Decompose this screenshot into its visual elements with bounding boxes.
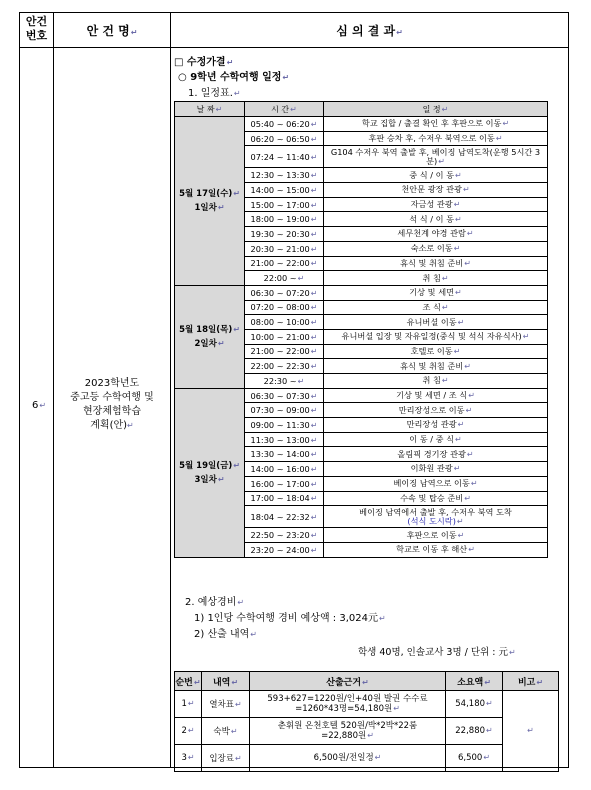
section-schedule: 1. 일정표. ↵ <box>188 84 241 99</box>
cost-no-text: 2 ↵ <box>181 726 194 736</box>
cost-amount-text: 6,500 ↵ <box>458 753 490 763</box>
header-agenda-name: 안 건 명 ↵ <box>54 22 170 39</box>
cost-col-amount: 소요액 ↵ <box>446 672 503 691</box>
schedule-activity-text: 호텔로 이동 ↵ <box>411 346 461 356</box>
cost-basis-line-2: =22,880원 ↵ <box>250 731 445 741</box>
cost-item-text: 숙박 ↵ <box>213 727 237 737</box>
cost-item-text: 열차표 ↵ <box>209 700 241 710</box>
cost-no <box>175 691 202 718</box>
cost-item <box>202 745 250 772</box>
schedule-activity-text: 유니버셜 이동 ↵ <box>407 317 465 327</box>
schedule-time: 06:30 ~ 07:30 ↵ <box>245 388 324 403</box>
cost-amount-text: 22,880 ↵ <box>455 726 492 736</box>
schedule-activity-text: 만리장성으로 이동 ↵ <box>399 405 473 415</box>
schedule-body <box>175 117 548 558</box>
schedule-time: 22:50 ~ 23:20 ↵ <box>245 528 324 543</box>
cost-detail-label: 2) 산출 내역 ↵ <box>194 625 257 640</box>
schedule-activity <box>324 300 548 315</box>
schedule-time: 21:00 ~ 22:00 ↵ <box>245 344 324 359</box>
cost-note: 학생 40명, 인솔교사 3명 / 단위 : 元 ↵ <box>358 644 516 658</box>
cost-col-item: 내역 ↵ <box>202 672 250 691</box>
section-expense: 2. 예상경비 ↵ <box>185 593 244 608</box>
schedule-time: 22:30 ~ ↵ <box>245 374 324 389</box>
cost-col-remark: 비고 ↵ <box>503 672 559 691</box>
schedule-table <box>174 101 548 558</box>
cost-no-text: 3 ↵ <box>181 753 194 763</box>
cost-col-basis: 산출근거 ↵ <box>250 672 446 691</box>
schedule-row <box>175 285 548 300</box>
schedule-time: 18:00 ~ 19:00 ↵ <box>245 212 324 227</box>
agenda-name <box>54 377 170 433</box>
cost-basis-line-1: 593+627=1220원/인+40원 발권 수수료 <box>267 694 428 704</box>
schedule-activity <box>324 183 548 198</box>
header-agenda-no: 안건 번호 <box>25 15 48 42</box>
schedule-time: 16:00 ~ 17:00 ↵ <box>245 476 324 491</box>
schedule-time: 07:30 ~ 09:00 ↵ <box>245 403 324 418</box>
schedule-activity-text: 베이징 남역에서 출발 후, 수저우 북역 도착 <box>359 506 512 517</box>
cost-no-text: 1 ↵ <box>181 699 194 709</box>
cost-amount <box>446 745 503 772</box>
schedule-activity <box>324 542 548 557</box>
cost-remark <box>503 691 559 772</box>
schedule-day-label <box>175 388 245 557</box>
schedule-activity <box>324 432 548 447</box>
schedule-time: 19:30 ~ 20:30 ↵ <box>245 227 324 242</box>
col-divider-2 <box>170 13 171 767</box>
schedule-time: 08:00 ~ 10:00 ↵ <box>245 315 324 330</box>
schedule-activity <box>324 374 548 389</box>
schedule-activity <box>324 197 548 212</box>
cost-no <box>175 718 202 745</box>
schedule-day-label-line: 5월 19일(금) ↵ <box>175 459 244 473</box>
schedule-activity <box>324 285 548 300</box>
cost-basis-line-2: =1260*43명=54,180원 ↵ <box>250 704 445 714</box>
schedule-col-time: 시 간 ↵ <box>245 102 324 117</box>
schedule-time: 23:20 ~ 24:00 ↵ <box>245 542 324 557</box>
schedule-activity <box>324 227 548 242</box>
schedule-activity-note: (석식 도시락) ↵ <box>407 516 463 526</box>
schedule-activity <box>324 344 548 359</box>
schedule-time: 13:30 ~ 14:00 ↵ <box>245 447 324 462</box>
cost-item <box>202 691 250 718</box>
schedule-time: 21:00 ~ 22:00 ↵ <box>245 256 324 271</box>
agenda-number: 6 ↵ <box>32 400 46 411</box>
schedule-activity <box>324 256 548 271</box>
schedule-time: 05:40 ~ 06:20 ↵ <box>245 117 324 132</box>
schedule-day-label <box>175 285 245 388</box>
cost-row <box>175 691 559 718</box>
cost-row <box>175 718 559 745</box>
schedule-time: 06:20 ~ 06:50 ↵ <box>245 131 324 146</box>
schedule-time: 10:00 ~ 21:00 ↵ <box>245 329 324 344</box>
cost-item-text: 입장료 ↵ <box>209 754 241 764</box>
cost-body <box>175 691 559 772</box>
schedule-activity <box>324 212 548 227</box>
schedule-activity-text: 베이징 남역으로 이동 ↵ <box>393 478 477 488</box>
schedule-time: 12:30 ~ 13:30 ↵ <box>245 168 324 183</box>
schedule-activity-text: 이 동 / 중 식 ↵ <box>409 434 462 444</box>
schedule-time: 22:00 ~ 22:30 ↵ <box>245 359 324 374</box>
schedule-time: 07:24 ~ 11:40 ↵ <box>245 146 324 168</box>
schedule-time: 22:00 ~ ↵ <box>245 271 324 286</box>
schedule-activity-text: 후판 승차 후, 수저우 북역으로 이동 ↵ <box>368 133 502 143</box>
schedule-activity <box>324 168 548 183</box>
cost-per-person: 1) 1인당 수학여행 경비 예상액 : 3,024元 ↵ <box>194 609 386 624</box>
schedule-activity-text: 이화원 관광 ↵ <box>411 463 461 473</box>
schedule-time: 15:00 ~ 17:00 ↵ <box>245 197 324 212</box>
schedule-activity <box>324 329 548 344</box>
schedule-row <box>175 388 548 403</box>
schedule-activity-text: 학교로 이동 후 해산 ↵ <box>396 544 475 554</box>
agenda-name-line-1: 2023학년도 <box>84 378 140 389</box>
schedule-time: 17:00 ~ 18:04 ↵ <box>245 491 324 506</box>
schedule-activity-text: 후판으로 이동 ↵ <box>407 530 465 540</box>
schedule-activity-text: 기상 및 세면 ↵ <box>409 287 461 297</box>
schedule-day-label-line: 1일차 ↵ <box>175 201 244 215</box>
cost-table <box>174 671 559 772</box>
schedule-activity <box>324 447 548 462</box>
schedule-activity-text: 천안문 광장 관광 ↵ <box>401 184 469 194</box>
schedule-activity <box>324 117 548 132</box>
header-result: 심 의 결 과 ↵ <box>171 22 568 39</box>
schedule-activity-text: 중 식 / 이 동 ↵ <box>409 170 462 180</box>
schedule-day-label-line: 5월 17일(수) ↵ <box>175 187 244 201</box>
schedule-activity <box>324 388 548 403</box>
schedule-activity-text: 세무천계 야경 관람 ↵ <box>397 228 473 238</box>
cost-amount-text: 54,180 ↵ <box>455 699 492 709</box>
schedule-time: 09:00 ~ 11:30 ↵ <box>245 418 324 433</box>
schedule-time: 07:20 ~ 08:00 ↵ <box>245 300 324 315</box>
schedule-time: 20:30 ~ 21:00 ↵ <box>245 241 324 256</box>
schedule-activity <box>324 315 548 330</box>
schedule-activity-text: G104 수저우 북역 출발 후, 베이징 남역도착(운행 5시간 3분) ↵ <box>331 147 540 166</box>
schedule-activity <box>324 241 548 256</box>
agenda-name-line-2: 중고등 수학여행 및 <box>70 392 154 403</box>
schedule-time: 14:00 ~ 15:00 ↵ <box>245 183 324 198</box>
agenda-table <box>19 12 569 768</box>
schedule-activity-text: 유니버셜 입장 및 자유일정(중식 및 석식 자유식사) ↵ <box>342 331 530 341</box>
cost-row <box>175 745 559 772</box>
schedule-header-row <box>175 102 548 117</box>
schedule-time: 06:30 ~ 07:20 ↵ <box>245 285 324 300</box>
cost-basis <box>250 718 446 745</box>
schedule-activity-text: 취 침 ↵ <box>422 273 448 283</box>
trip-title: ○ 9학년 수학여행 일정 ↵ <box>178 68 289 83</box>
result-status: □ 수정가결 ↵ <box>174 53 233 68</box>
schedule-time: 11:30 ~ 13:00 ↵ <box>245 432 324 447</box>
cost-basis <box>250 691 446 718</box>
cost-amount <box>446 691 503 718</box>
cost-basis <box>250 745 446 772</box>
schedule-activity <box>324 146 548 168</box>
schedule-activity-text: 만리장성 관광 ↵ <box>407 419 465 429</box>
schedule-activity <box>324 418 548 433</box>
cost-item <box>202 718 250 745</box>
schedule-col-date: 날 짜 ↵ <box>175 102 245 117</box>
schedule-activity-text: 올림픽 경기장 관광 ↵ <box>397 449 473 459</box>
schedule-activity-text: 휴식 및 취침 준비 ↵ <box>400 361 471 371</box>
schedule-activity-text: 취 침 ↵ <box>422 375 448 385</box>
schedule-activity-text: 기상 및 세면 / 조 식 ↵ <box>396 390 475 400</box>
schedule-time: 18:04 ~ 22:32 ↵ <box>245 506 324 528</box>
schedule-row <box>175 117 548 132</box>
schedule-activity-text: 자금성 관광 ↵ <box>411 199 461 209</box>
schedule-activity-text: 석 식 / 이 동 ↵ <box>409 214 462 224</box>
schedule-day-label-line: 5월 18일(목) ↵ <box>175 323 244 337</box>
schedule-day-label <box>175 117 245 286</box>
schedule-activity <box>324 476 548 491</box>
schedule-activity <box>324 462 548 477</box>
agenda-name-line-4: 계획(안) ↵ <box>54 419 170 433</box>
cost-amount <box>446 718 503 745</box>
schedule-activity <box>324 131 548 146</box>
schedule-activity-text: 휴식 및 취침 준비 ↵ <box>400 258 471 268</box>
schedule-day-label-line: 3일차 ↵ <box>175 473 244 487</box>
schedule-day-label-line: 2일차 ↵ <box>175 337 244 351</box>
schedule-activity-text: 수속 및 탑승 준비 ↵ <box>400 493 471 503</box>
schedule-activity-text: 학교 집합 / 출결 확인 후 후판으로 이동 ↵ <box>362 118 509 128</box>
cost-col-no: 순번 ↵ <box>175 672 202 691</box>
agenda-name-line-3: 현장체험학습 <box>83 406 141 417</box>
schedule-activity-text: 조 식 ↵ <box>422 302 448 312</box>
schedule-activity <box>324 528 548 543</box>
schedule-col-plan: 일 정 ↵ <box>324 102 548 117</box>
schedule-activity <box>324 506 548 528</box>
schedule-activity-text: 숙소로 이동 ↵ <box>411 243 461 253</box>
schedule-activity <box>324 491 548 506</box>
schedule-activity <box>324 403 548 418</box>
schedule-time: 14:00 ~ 16:00 ↵ <box>245 462 324 477</box>
cost-basis-line-1: 춘휘원 온천호텔 520원/박*2박*22룸 <box>277 721 418 731</box>
cost-no <box>175 745 202 772</box>
cost-basis-line-1: 6,500원/전일정 ↵ <box>250 753 445 763</box>
schedule-activity <box>324 271 548 286</box>
schedule-activity <box>324 359 548 374</box>
cost-header-row <box>175 672 559 691</box>
